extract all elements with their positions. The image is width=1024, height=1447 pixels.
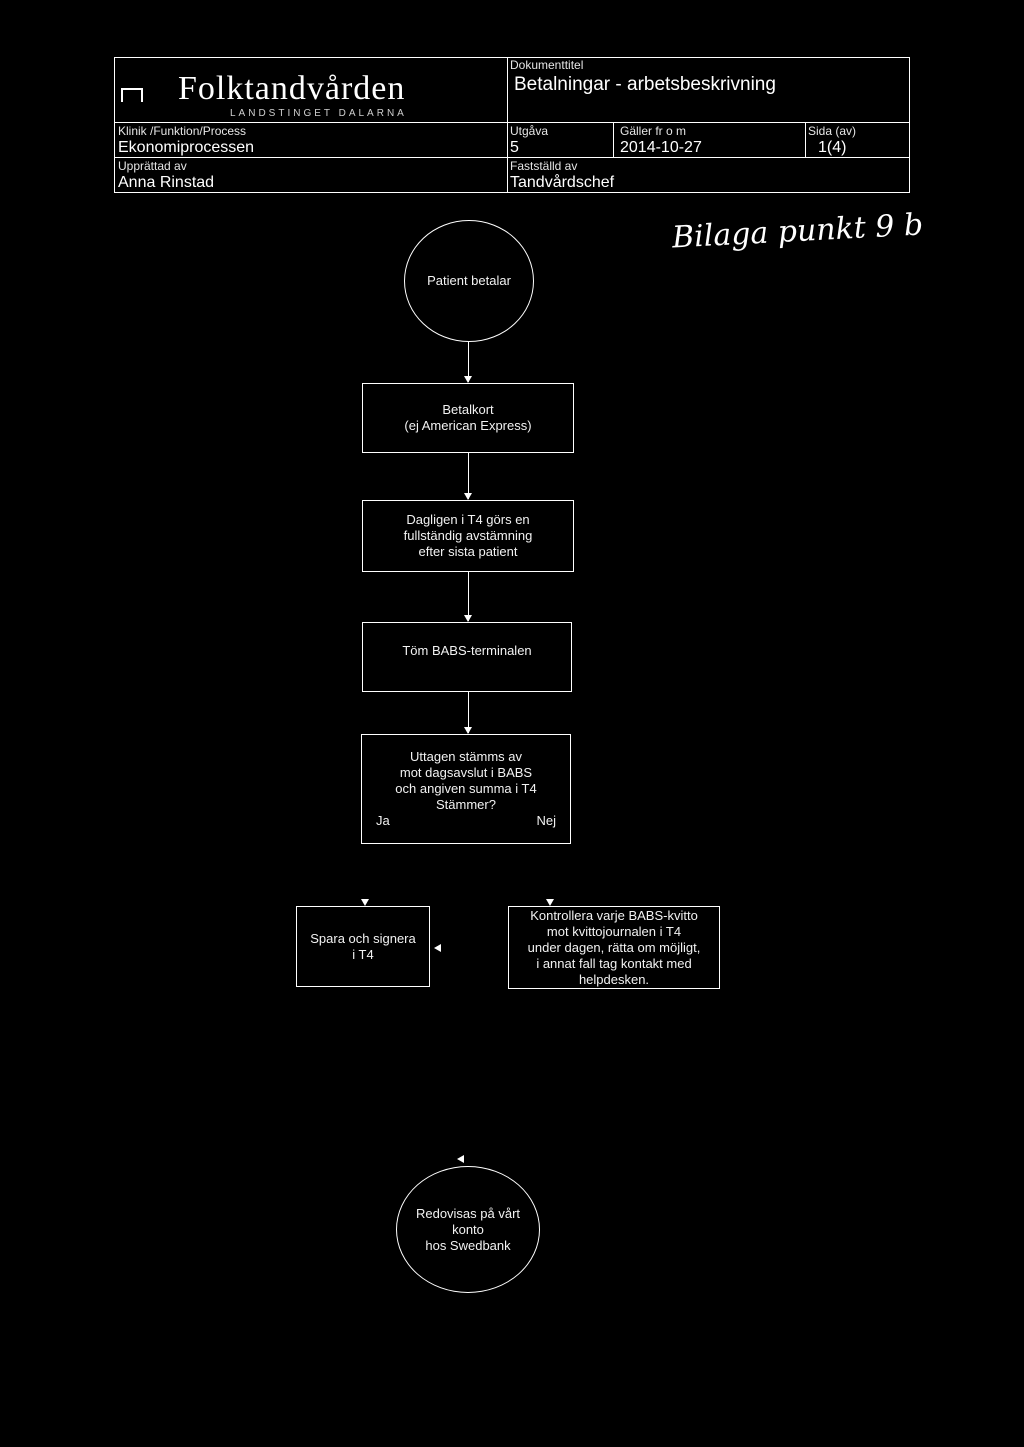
edition-label: Utgåva (510, 124, 549, 138)
process-value: Ekonomiprocessen (118, 139, 255, 156)
end-node-line2: konto (452, 1221, 484, 1237)
step-payment-card (362, 383, 574, 453)
arrow-down-icon (361, 899, 369, 906)
decision-line4: Stämmer? (436, 797, 496, 812)
header-divider-row2 (114, 157, 910, 158)
step-check-receipts (508, 906, 720, 989)
arrow-left-icon (457, 1155, 464, 1163)
step-check-line5: helpdesken. (578, 971, 650, 987)
step-payment-card-line2: (ej American Express) (404, 418, 532, 433)
process-label: Klinik /Funktion/Process (118, 124, 247, 138)
edition-value: 5 (510, 139, 519, 156)
handwritten-annotation: Bilaga punkt 9 b (671, 207, 924, 256)
end-node-text (416, 1206, 520, 1254)
step-save-sign (296, 906, 430, 987)
page-value: 1(4) (818, 139, 847, 156)
start-node (404, 220, 534, 342)
approved-by-value: Tandvårdschef (510, 174, 615, 191)
doc-title: Betalningar - arbetsbeskrivning (514, 74, 776, 95)
step-save-sign-line2: i T4 (352, 946, 374, 962)
step-daily-line2: fullständig avstämning (403, 528, 533, 543)
step-check-line4: i annat fall tag kontakt med (536, 955, 692, 971)
step-daily-line3: efter sista patient (418, 544, 518, 559)
header-divider-col3 (805, 122, 806, 157)
arrow-down-icon (464, 376, 472, 383)
decision-no: Nej (536, 813, 556, 828)
logo-subtext: LANDSTINGET DALARNA (230, 108, 407, 119)
logo-icon (121, 88, 143, 102)
decision-reconcile (361, 734, 571, 844)
step-save-sign-line1: Spara och signera (310, 930, 416, 946)
step-daily-reconciliation (362, 500, 574, 572)
end-node-line1: Redovisas på vårt (415, 1205, 521, 1221)
created-by-label: Upprättad av (118, 159, 187, 173)
header-divider-row1 (114, 122, 910, 123)
decision-line1: Uttagen stämms av (410, 749, 522, 764)
step-empty-terminal (362, 622, 572, 692)
step-empty-terminal-label: Töm BABS-terminalen (402, 643, 532, 658)
arrow-down-icon (464, 615, 472, 622)
arrow-down-icon (464, 727, 472, 734)
end-node-line3: hos Swedbank (425, 1237, 511, 1253)
step-check-line3: under dagen, rätta om möjligt, (527, 939, 701, 955)
arrow-down-icon (546, 899, 554, 906)
decision-line2: mot dagsavslut i BABS (399, 765, 533, 780)
decision-yes: Ja (376, 813, 390, 828)
header-divider-vertical (507, 57, 508, 193)
logo-text: Folktandvården (178, 70, 406, 107)
decision-options (376, 813, 556, 829)
header-divider-col2 (613, 122, 614, 157)
created-by-value: Anna Rinstad (118, 174, 215, 191)
step-check-line1: Kontrollera varje BABS-kvitto (530, 907, 698, 923)
arrow-down-icon (464, 493, 472, 500)
approved-by-label: Fastställd av (510, 159, 578, 173)
doc-title-label: Dokumenttitel (510, 58, 584, 72)
step-daily-line1: Dagligen i T4 görs en (406, 512, 530, 527)
step-payment-card-line1: Betalkort (442, 402, 494, 417)
end-node (396, 1166, 540, 1293)
start-node-label: Patient betalar (427, 273, 511, 288)
arrow-left-icon (434, 944, 441, 952)
connector-step2-step3 (468, 572, 469, 621)
step-check-line2: mot kvittojournalen i T4 (546, 923, 682, 939)
page-label: Sida (av) (808, 124, 857, 138)
decision-line3: och angiven summa i T4 (395, 781, 537, 796)
valid-from-value: 2014-10-27 (620, 139, 702, 156)
valid-from-label: Gäller fr o m (620, 124, 687, 138)
